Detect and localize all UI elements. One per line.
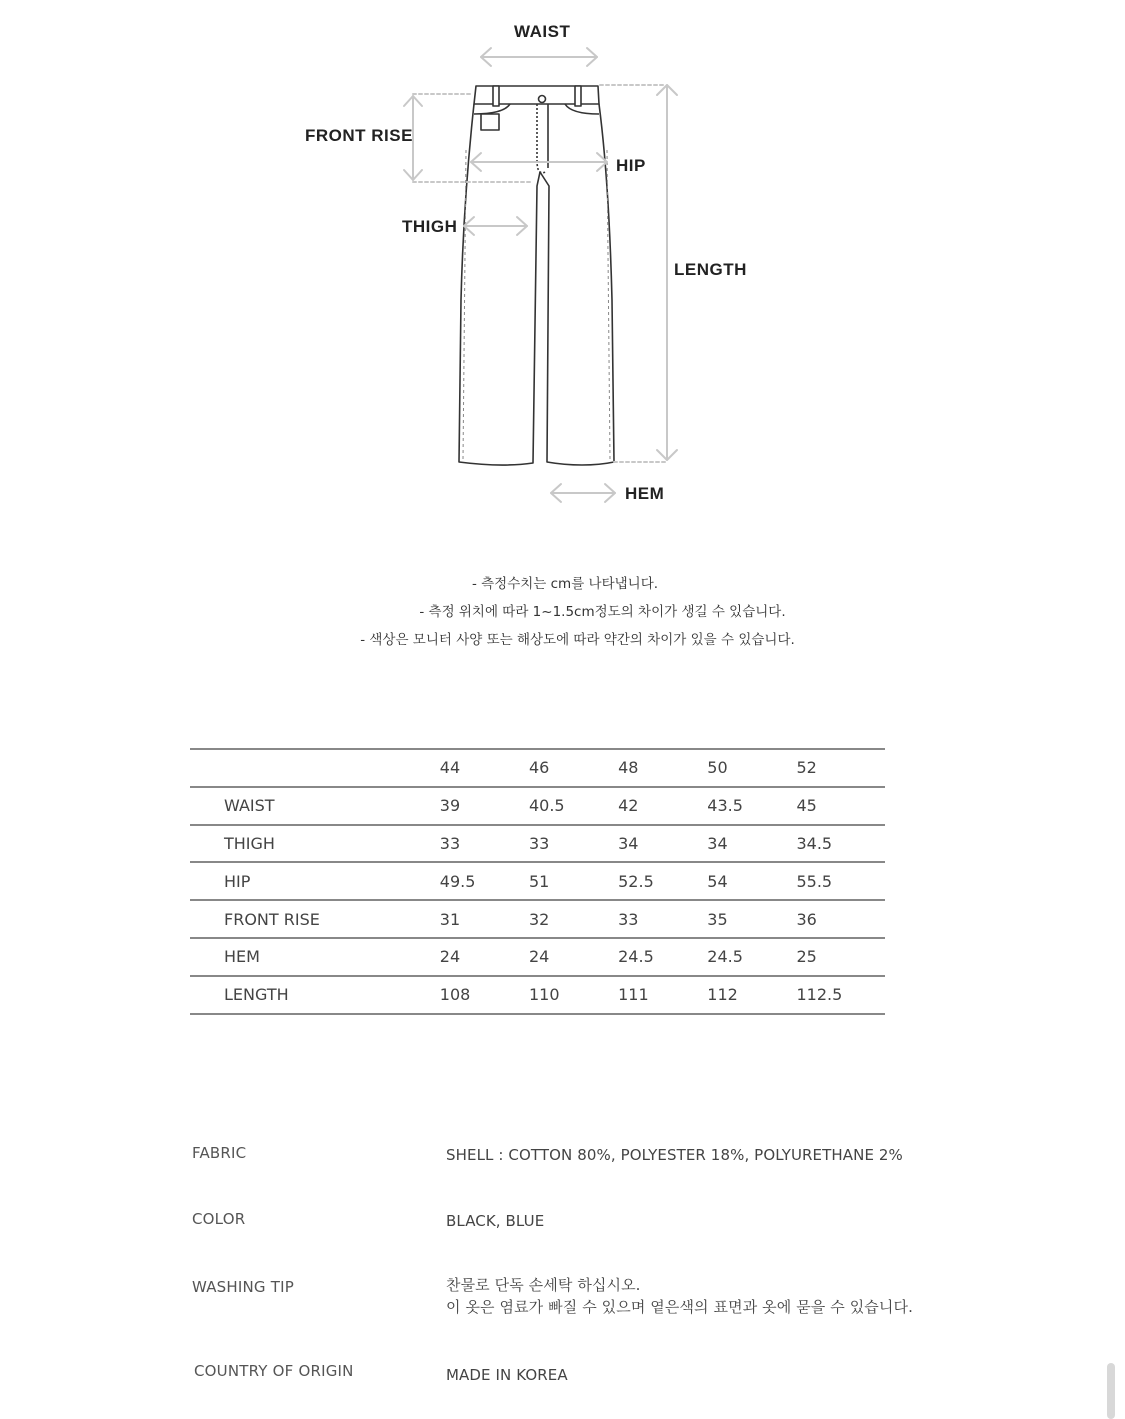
note-line: - 색상은 모니터 사양 또는 해상도에 따라 약간의 차이가 있을 수 있습니다. [360, 632, 795, 648]
size-header: 46 [528, 758, 550, 778]
color-value: BLACK, BLUE [446, 1212, 545, 1230]
row-label: WAIST [224, 796, 275, 816]
table-row [190, 862, 885, 900]
note-line: - 측정 위치에 따라 1~1.5cm정도의 차이가 생길 수 있습니다. [419, 604, 786, 620]
table-cell: 35 [707, 909, 728, 929]
table-cell: 31 [439, 909, 461, 929]
row-label: THIGH [224, 833, 275, 853]
origin-label: COUNTRY OF ORIGIN [194, 1362, 354, 1380]
front-rise-label: FRONT RISE [305, 126, 413, 145]
table-cell: 54 [707, 871, 728, 891]
length-label: LENGTH [674, 260, 747, 279]
size-chart-table [190, 748, 885, 1015]
table-cell: 112.5 [796, 985, 843, 1005]
table-row [190, 938, 885, 976]
table-row [190, 787, 885, 825]
row-label: LENGTH [224, 985, 289, 1005]
table-cell: 25 [796, 947, 817, 967]
table-cell: 33 [439, 833, 461, 853]
table-cell: 110 [528, 985, 560, 1005]
table-cell: 52.5 [618, 871, 654, 891]
size-header: 48 [618, 758, 639, 778]
note-line: - 측정수치는 cm를 나타냅니다. [471, 576, 659, 592]
table-cell: 108 [439, 985, 471, 1005]
row-label: FRONT RISE [224, 909, 320, 929]
table-cell: 24 [528, 947, 550, 967]
scrollbar-thumb[interactable] [1107, 1363, 1115, 1419]
table-header-row [190, 749, 885, 787]
waist-label: WAIST [514, 22, 571, 41]
table-cell: 34 [618, 833, 639, 853]
table-cell: 45 [796, 796, 817, 816]
table-cell: 112 [707, 985, 738, 1005]
fabric-label: FABRIC [192, 1144, 247, 1162]
size-header: 50 [707, 758, 728, 778]
table-cell: 39 [439, 796, 461, 816]
origin-value: MADE IN KOREA [446, 1366, 568, 1384]
measurement-notes [0, 570, 1125, 654]
size-header: 44 [439, 758, 461, 778]
table-cell: 111 [618, 985, 649, 1005]
table-cell: 33 [528, 833, 550, 853]
thigh-label: THIGH [402, 217, 458, 236]
table-cell: 43.5 [707, 796, 743, 816]
row-label: HEM [224, 947, 260, 967]
pants-illustration [0, 0, 1125, 520]
table-cell: 51 [528, 871, 550, 891]
hem-label: HEM [625, 484, 665, 503]
pants-measurement-diagram [0, 0, 1125, 520]
washing-tip-label: WASHING TIP [192, 1278, 294, 1296]
row-label: HIP [224, 871, 251, 891]
table-corner [190, 749, 439, 787]
table-cell: 34 [707, 833, 728, 853]
table-row [190, 900, 885, 938]
table-cell: 36 [796, 909, 817, 929]
table-row [190, 825, 885, 863]
table-cell: 24.5 [707, 947, 743, 967]
table-cell: 42 [618, 796, 639, 816]
table-cell: 40.5 [528, 796, 565, 816]
washing-tip-line-2: 이 옷은 염료가 빠질 수 있으며 옅은색의 표면과 옷에 묻을 수 있습니다. [446, 1298, 913, 1316]
table-cell: 55.5 [796, 871, 833, 891]
table-cell: 33 [618, 909, 639, 929]
table-cell: 32 [528, 909, 550, 929]
size-header: 52 [796, 758, 817, 778]
washing-tip-line-1: 찬물로 단독 손세탁 하십시오. [446, 1276, 641, 1294]
table-cell: 24 [439, 947, 461, 967]
table-cell: 34.5 [796, 833, 833, 853]
fabric-value: SHELL : COTTON 80%, POLYESTER 18%, POLYURETHANE 2% [446, 1146, 903, 1164]
table-cell: 24.5 [618, 947, 654, 967]
table-row [190, 976, 885, 1014]
color-label: COLOR [192, 1210, 246, 1228]
table-cell: 49.5 [439, 871, 476, 891]
hip-label: HIP [616, 156, 646, 175]
